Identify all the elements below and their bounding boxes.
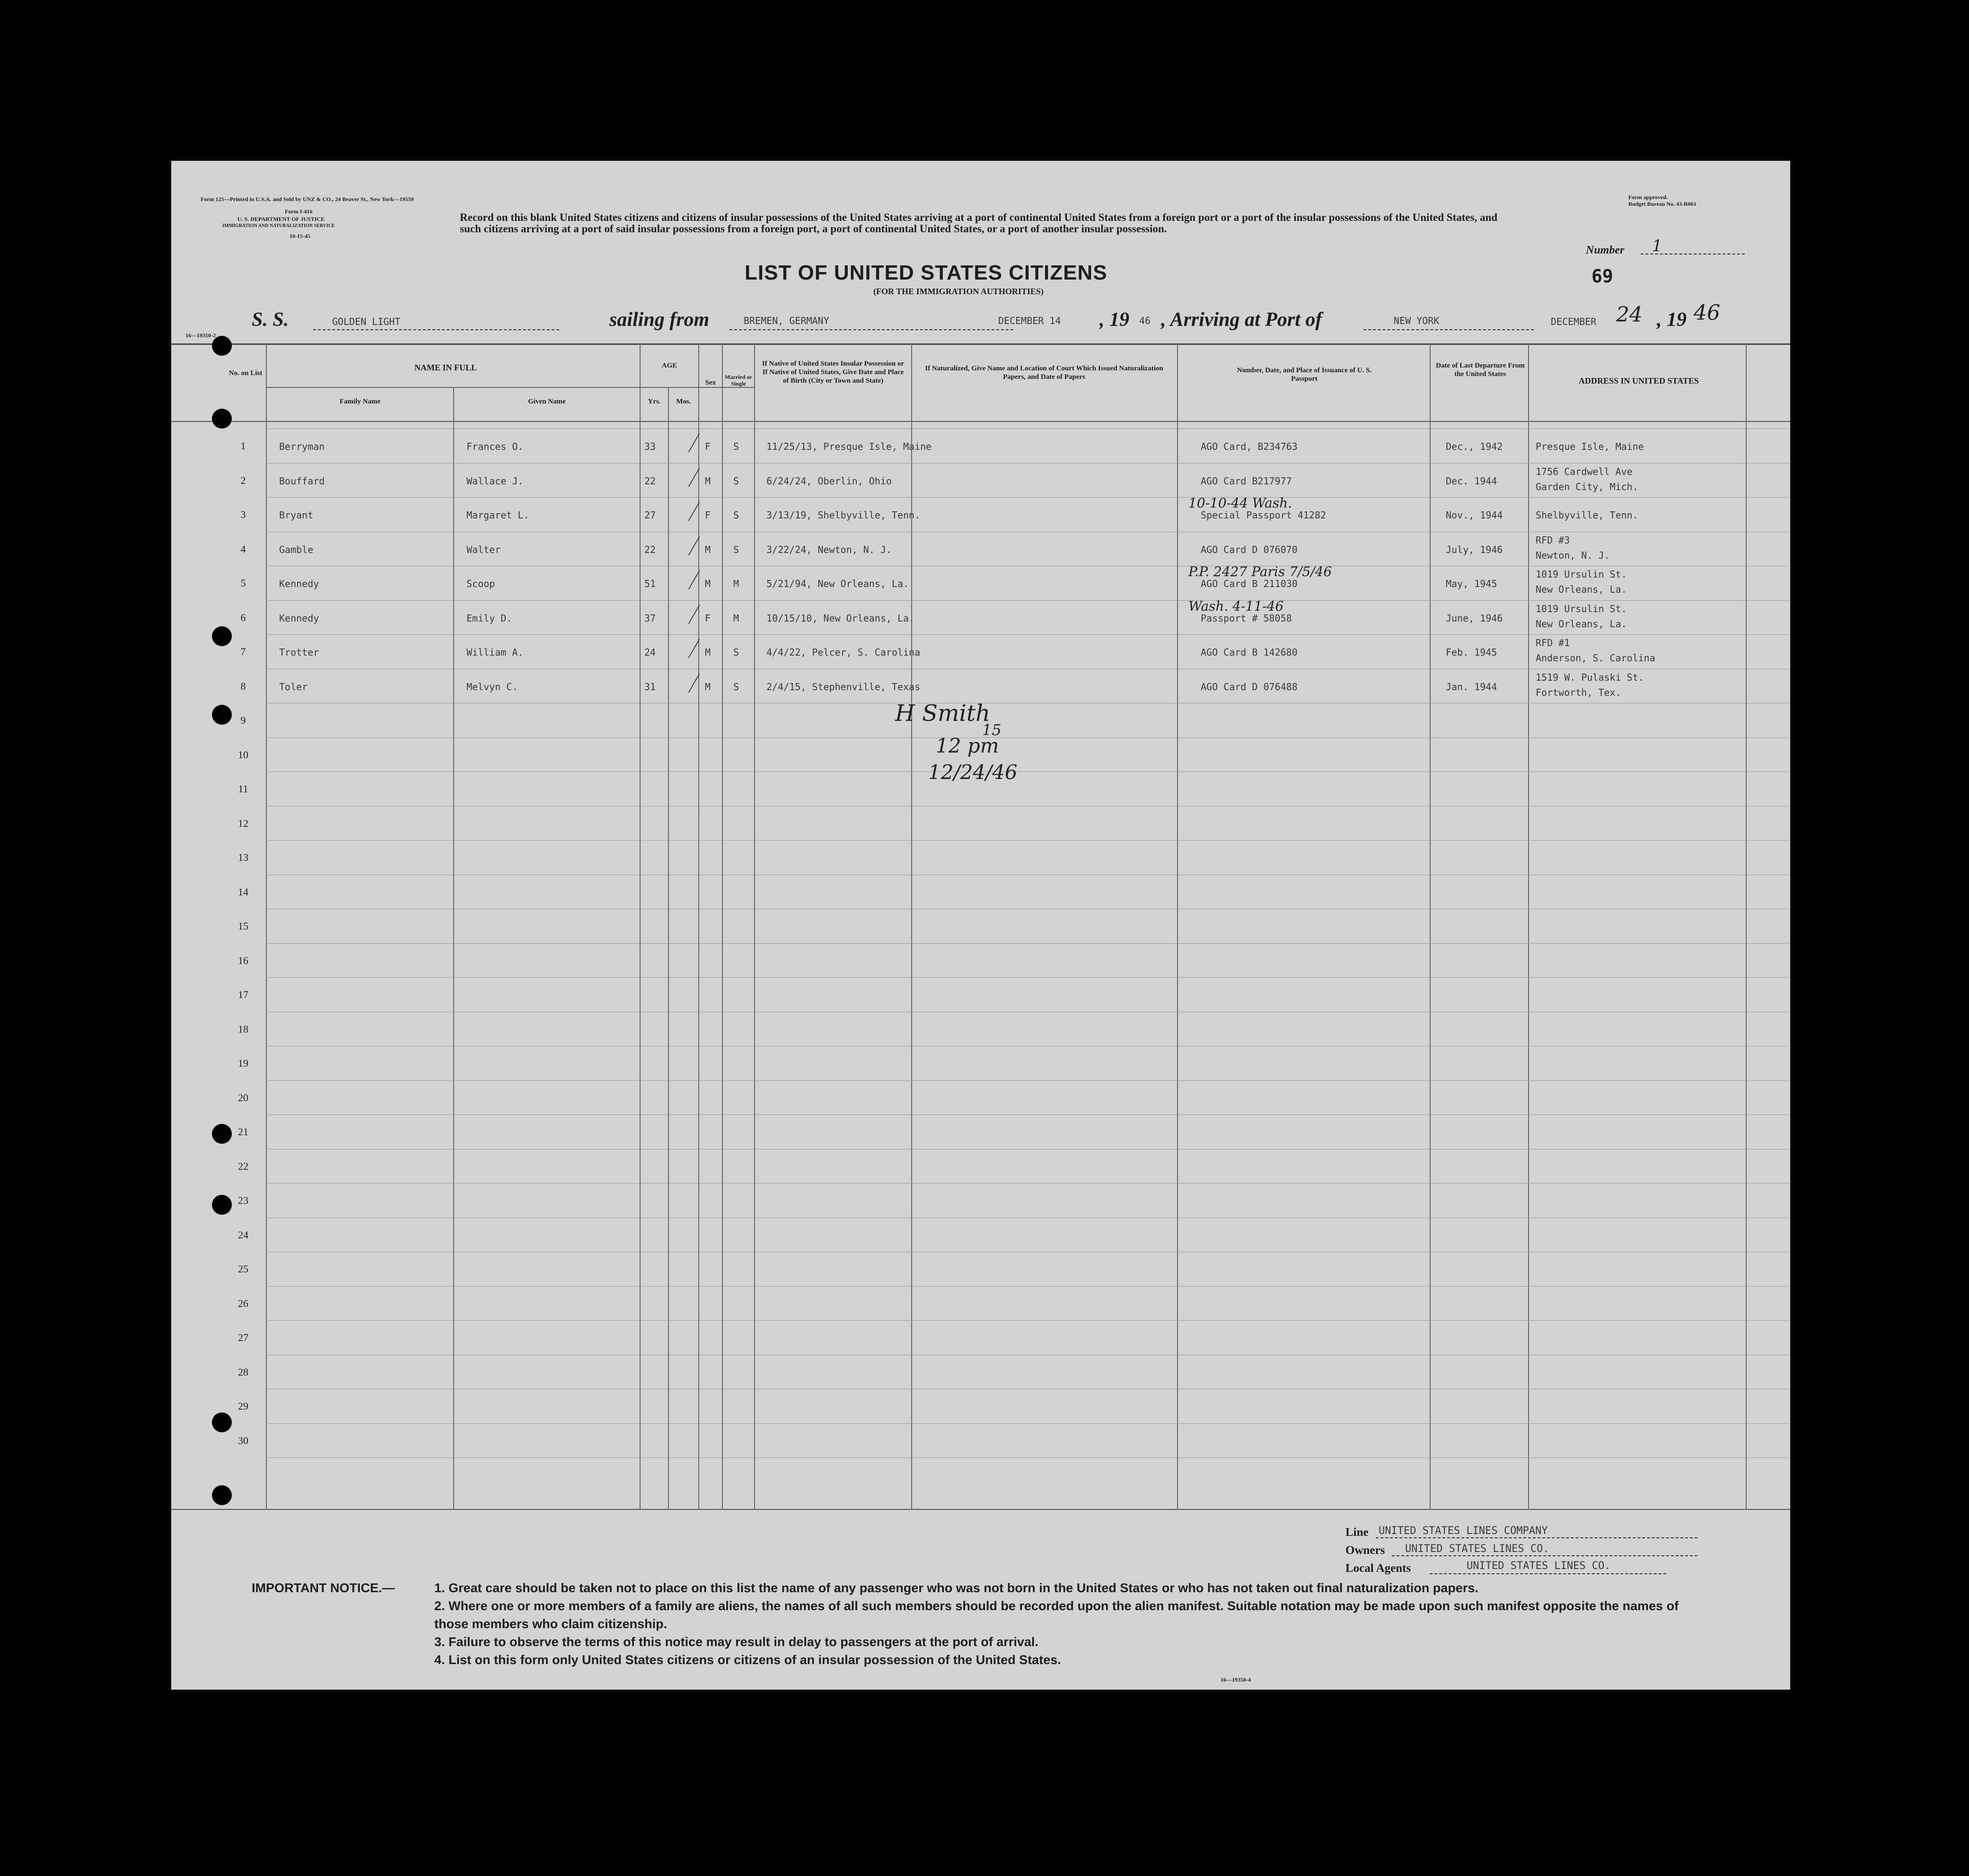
given-name: Margaret L. (466, 509, 529, 521)
col-divider-naturalized (1177, 343, 1178, 1510)
inspector-time: 12 pm (936, 734, 999, 757)
marital-status: S (733, 544, 739, 555)
notice-item-3: 3. Failure to observe the terms of this notice may result in delay to passengers at the port of arrival. (434, 1635, 1038, 1649)
row-number: 17 (238, 989, 248, 1000)
grid-rule (266, 634, 1790, 635)
grid-rule (266, 943, 1790, 944)
passport-number: AGO Card, B234763 (1201, 441, 1298, 452)
sex: F (705, 613, 711, 624)
age-years: 51 (644, 578, 656, 589)
row-number: 26 (238, 1297, 248, 1309)
sailing-label: sailing from (609, 309, 710, 331)
last-departure: July, 1946 (1446, 544, 1503, 555)
address-line-2: New Orleans, La. (1536, 618, 1627, 630)
family-name: Bryant (279, 509, 314, 521)
birth-date-place: 11/25/13, Presque Isle, Maine (766, 441, 932, 452)
row-number: 25 (238, 1263, 248, 1275)
row-number: 11 (238, 783, 248, 795)
number-label: Number (1586, 244, 1625, 256)
row-number: 3 (240, 508, 246, 520)
check-mark-icon (672, 639, 700, 658)
row-number: 29 (238, 1400, 248, 1412)
grid-rule (266, 600, 1790, 601)
arrival-year-prefix: , 19 (1657, 309, 1687, 331)
sex: M (705, 681, 711, 693)
address-line-2: Garden City, Mich. (1536, 481, 1638, 492)
table-top-border (171, 343, 1790, 345)
header-naturalized: If Naturalized, Give Name and Location of Court Which Issued Naturalization Papers, and Date of Papers (925, 365, 1163, 381)
family-name: Bouffard (279, 475, 325, 487)
binder-hole (212, 705, 232, 725)
marital-status: S (733, 509, 739, 521)
depart-year-prefix: , 19 (1099, 309, 1129, 331)
margin-code: 16—19350-2 (185, 332, 216, 339)
number-value: 1 (1652, 237, 1662, 255)
grid-rule (266, 1457, 1790, 1458)
grid-rule (266, 1320, 1790, 1321)
passport-number: AGO Card B 142680 (1201, 647, 1298, 658)
header-married: Married or Single (725, 374, 752, 387)
header-passport: Number, Date, and Place of Issuance of U. S. Passport (1237, 367, 1372, 383)
arrival-year: 46 (1694, 301, 1720, 325)
form-date-code: 10-15-45 (290, 233, 310, 239)
owners-value: UNITED STATES LINES CO. (1405, 1543, 1549, 1555)
from-port-line (730, 329, 1013, 330)
binder-hole (212, 1124, 232, 1144)
notice-item-1: 1. Great care should be taken not to place on this list the name of any passenger who was not born in the United States or who has not taken out final naturalization papers. (434, 1581, 1478, 1595)
last-departure: June, 1946 (1446, 613, 1503, 624)
row-number: 27 (238, 1332, 248, 1343)
notice-item-4: 4. List on this form only United States citizens or citizens of an insular possession of the United States. (434, 1653, 1061, 1667)
birth-date-place: 2/4/15, Stephenville, Texas (766, 681, 921, 693)
marital-status: S (733, 475, 739, 487)
passport-number: Passport # 58058 (1201, 613, 1292, 624)
header-given-name: Given Name (528, 398, 566, 405)
header-mos: Mos. (676, 398, 691, 405)
header-sex: Sex (705, 379, 716, 386)
line-value: UNITED STATES LINES COMPANY (1379, 1525, 1548, 1537)
marital-status: S (733, 647, 739, 658)
row-number: 1 (240, 440, 246, 452)
last-departure: May, 1945 (1446, 578, 1497, 589)
passport-number: Special Passport 41282 (1201, 509, 1326, 521)
last-departure: Dec., 1942 (1446, 441, 1503, 452)
header-name-in-full: NAME IN FULL (414, 363, 477, 372)
address-line-2: Anderson, S. Carolina (1536, 652, 1655, 664)
birth-date-place: 6/24/24, Oberlin, Ohio (766, 475, 892, 487)
last-departure: Feb. 1945 (1446, 647, 1497, 658)
address-line-1: 1019 Ursulin St. (1536, 569, 1627, 580)
passport-handwritten-note: P.P. 2427 Paris 7/5/46 (1188, 564, 1332, 579)
row-number: 5 (240, 577, 246, 589)
form-number: Form I-416 (285, 208, 313, 215)
address-line-1: Presque Isle, Maine (1536, 441, 1644, 452)
check-mark-icon (672, 433, 700, 452)
address-line-1: 1019 Ursulin St. (1536, 603, 1627, 614)
row-number: 14 (238, 886, 248, 898)
table-header-border (171, 421, 1790, 422)
ship-line (313, 329, 559, 330)
check-mark-icon (672, 468, 700, 487)
family-name: Gamble (279, 544, 314, 555)
grid-rule (266, 1080, 1790, 1081)
last-departure: Dec. 1944 (1446, 475, 1497, 487)
row-number: 28 (238, 1366, 248, 1378)
col-divider-address (1746, 343, 1747, 1510)
passport-number: AGO Card B217977 (1201, 475, 1292, 487)
sex: F (705, 509, 711, 521)
row-number: 15 (238, 920, 248, 932)
marital-status: S (733, 441, 739, 452)
grid-rule (266, 977, 1790, 978)
ship-name: GOLDEN LIGHT (332, 316, 401, 327)
page-subtitle: (FOR THE IMMIGRATION AUTHORITIES) (873, 287, 1044, 296)
grid-rule (266, 463, 1790, 464)
inspector-date: 12/24/46 (928, 761, 1018, 784)
form-approved: Form approved. (1628, 194, 1668, 201)
passport-number: AGO Card D 076070 (1201, 544, 1298, 555)
service-name: IMMIGRATION AND NATURALIZATION SERVICE (222, 223, 335, 228)
notice-code: 16—19350-4 (1221, 1676, 1251, 1683)
address-line-1: RFD #1 (1536, 637, 1570, 649)
row-number: 2 (240, 474, 246, 486)
check-mark-icon (672, 536, 700, 555)
binder-hole (212, 626, 232, 646)
grid-rule (266, 771, 1790, 772)
check-mark-icon (672, 674, 700, 693)
department-name: U. S. DEPARTMENT OF JUSTICE (237, 216, 325, 222)
col-divider-sex (722, 343, 723, 1510)
address-line-1: RFD #3 (1536, 535, 1570, 546)
given-name: Frances O. (466, 441, 524, 452)
address-line-2: Newton, N. J. (1536, 550, 1610, 561)
grid-rule (266, 737, 1790, 738)
age-years: 24 (644, 647, 656, 658)
sex: M (705, 475, 711, 487)
row-number: 8 (240, 680, 246, 692)
address-line-1: 1756 Cardwell Ave (1536, 466, 1633, 477)
agents-label: Local Agents (1345, 1562, 1411, 1575)
sex: F (705, 441, 711, 452)
given-name: Melvyn C. (466, 681, 518, 693)
line-label: Line (1345, 1526, 1369, 1539)
birth-date-place: 3/22/24, Newton, N. J. (766, 544, 892, 555)
family-name: Kennedy (279, 613, 319, 624)
row-number: 21 (238, 1126, 248, 1138)
col-divider-passport (1430, 343, 1431, 1510)
last-departure: Jan. 1944 (1446, 681, 1497, 693)
col-divider-departure (1528, 343, 1529, 1510)
budget-bureau: Budget Bureau No. 43-R061 (1628, 201, 1697, 207)
check-mark-icon (672, 605, 700, 624)
age-years: 27 (644, 509, 656, 521)
check-mark-icon (672, 502, 700, 521)
row-number: 7 (240, 646, 246, 657)
col-divider-given (640, 343, 641, 1510)
marital-status: S (733, 681, 739, 693)
check-mark-icon (672, 570, 700, 589)
binder-hole (212, 1485, 232, 1505)
family-name: Kennedy (279, 578, 319, 589)
arrival-month: DECEMBER (1551, 316, 1597, 327)
owners-underline (1392, 1555, 1697, 1556)
grid-rule (266, 497, 1790, 498)
row-number: 24 (238, 1229, 248, 1241)
form-print-line: Form 125—Printed in U.S.A. and Sold by UNZ & CO., 24 Beaver St., New York—19559 (201, 196, 414, 202)
family-name: Trotter (279, 647, 319, 658)
birth-date-place: 3/13/19, Shelbyville, Tenn. (766, 509, 921, 521)
sex: M (705, 544, 711, 555)
birth-date-place: 10/15/10, New Orleans, La. (766, 613, 915, 624)
given-name: Emily D. (466, 613, 512, 624)
notice-heading: IMPORTANT NOTICE.— (252, 1581, 395, 1595)
header-yrs: Yrs. (648, 398, 661, 405)
family-name: Toler (279, 681, 308, 693)
notice-item-2: 2. Where one or more members of a family are aliens, the names of all such members should be recorded upon the alien manifest. Suitable notation may be made upon such manifest opposite the names of those members who claim citizenship. (434, 1599, 1679, 1631)
row-number: 20 (238, 1092, 248, 1104)
address-line-1: Shelbyville, Tenn. (1536, 509, 1638, 521)
from-port: BREMEN, GERMANY (744, 315, 829, 326)
ss-label: S. S. (252, 309, 289, 331)
passport-handwritten-note: Wash. 4-11-46 (1188, 598, 1284, 614)
row-number: 22 (238, 1160, 248, 1172)
row-number: 9 (240, 714, 246, 726)
row-number: 23 (238, 1194, 248, 1206)
row-number: 6 (240, 612, 246, 623)
given-name: Wallace J. (466, 475, 524, 487)
family-name: Berryman (279, 441, 325, 452)
row-number: 12 (238, 817, 248, 829)
col-divider-married (754, 343, 755, 1510)
passport-number: AGO Card B 211030 (1201, 578, 1298, 589)
col-divider-family (453, 387, 454, 1510)
page-stamp: 69 (1591, 266, 1613, 287)
header-native: If Native of United States Insular Possession or If Native of United States, Give Date and Place of Birth (City or Town and State) (762, 360, 905, 385)
row-number: 13 (238, 851, 248, 863)
header-family-name: Family Name (339, 398, 381, 405)
binder-hole (212, 1412, 232, 1432)
sex: M (705, 647, 711, 658)
line-underline (1376, 1537, 1697, 1538)
binder-hole (212, 1195, 232, 1215)
grid-rule (266, 1286, 1790, 1287)
arrival-port-line (1363, 329, 1534, 330)
marital-status: M (733, 613, 739, 624)
grid-rule (266, 1114, 1790, 1115)
age-years: 33 (644, 441, 656, 452)
birth-date-place: 4/4/22, Pelcer, S. Carolina (766, 647, 921, 658)
binder-hole (212, 336, 232, 356)
row-number: 10 (238, 749, 248, 761)
depart-date: DECEMBER 14 (998, 315, 1061, 326)
binder-hole (212, 409, 232, 429)
col-divider-mos (698, 343, 699, 1510)
grid-rule (266, 840, 1790, 841)
grid-rule (266, 1423, 1790, 1424)
given-name: William A. (466, 647, 524, 658)
age-years: 31 (644, 681, 656, 693)
depart-year: 46 (1139, 315, 1151, 326)
col-divider-no (266, 343, 267, 1510)
address-line-2: New Orleans, La. (1536, 584, 1627, 595)
arrival-port: NEW YORK (1394, 315, 1440, 326)
row-number: 4 (240, 543, 246, 555)
table-bottom-border (171, 1509, 1790, 1510)
manifest-sheet (171, 161, 1790, 1690)
arriving-label: , Arriving at Port of (1161, 309, 1322, 331)
grid-rule (266, 806, 1790, 807)
last-departure: Nov., 1944 (1446, 509, 1503, 521)
header-departure: Date of Last Departure From the United States (1436, 362, 1525, 378)
row-number: 19 (238, 1057, 248, 1069)
page-title: LIST OF UNITED STATES CITIZENS (745, 261, 1108, 284)
row-number: 16 (238, 955, 248, 966)
age-years: 37 (644, 613, 656, 624)
header-no: No. on List (229, 369, 263, 377)
col-divider-yrs (668, 387, 669, 1510)
address-line-2: Fortworth, Tex. (1536, 687, 1621, 698)
age-years: 22 (644, 544, 656, 555)
arrival-day: 24 (1616, 303, 1643, 327)
given-name: Scoop (466, 578, 495, 589)
given-name: Walter (466, 544, 501, 555)
row-number: 18 (238, 1023, 248, 1035)
name-header-divider (267, 387, 755, 388)
birth-date-place: 5/21/94, New Orleans, La. (766, 578, 909, 589)
header-address: ADDRESS IN UNITED STATES (1579, 376, 1699, 386)
instructions-text: Record on this blank United States citizens and citizens of insular possessions of the United States arriving at a port of continental United States from a foreign port or a port of the insular possessions of the United States, and such citizens arriving at a port of said insular possessions from a foreign port, a port of continental United States, or a port of another insular possession. (460, 211, 1498, 235)
row-number: 30 (238, 1435, 248, 1446)
sex: M (705, 578, 711, 589)
agents-underline (1430, 1573, 1666, 1574)
passport-number: AGO Card D 076488 (1201, 681, 1298, 693)
address-line-1: 1519 W. Pulaski St. (1536, 672, 1644, 683)
age-years: 22 (644, 475, 656, 487)
passport-handwritten-note: 10-10-44 Wash. (1188, 495, 1292, 511)
inspector-time-top: 15 (982, 721, 1002, 739)
inspector-signature: H Smith (895, 700, 991, 727)
agents-value: UNITED STATES LINES CO. (1467, 1560, 1611, 1572)
marital-status: M (733, 578, 739, 589)
owners-label: Owners (1345, 1544, 1385, 1557)
header-age: AGE (661, 362, 677, 369)
